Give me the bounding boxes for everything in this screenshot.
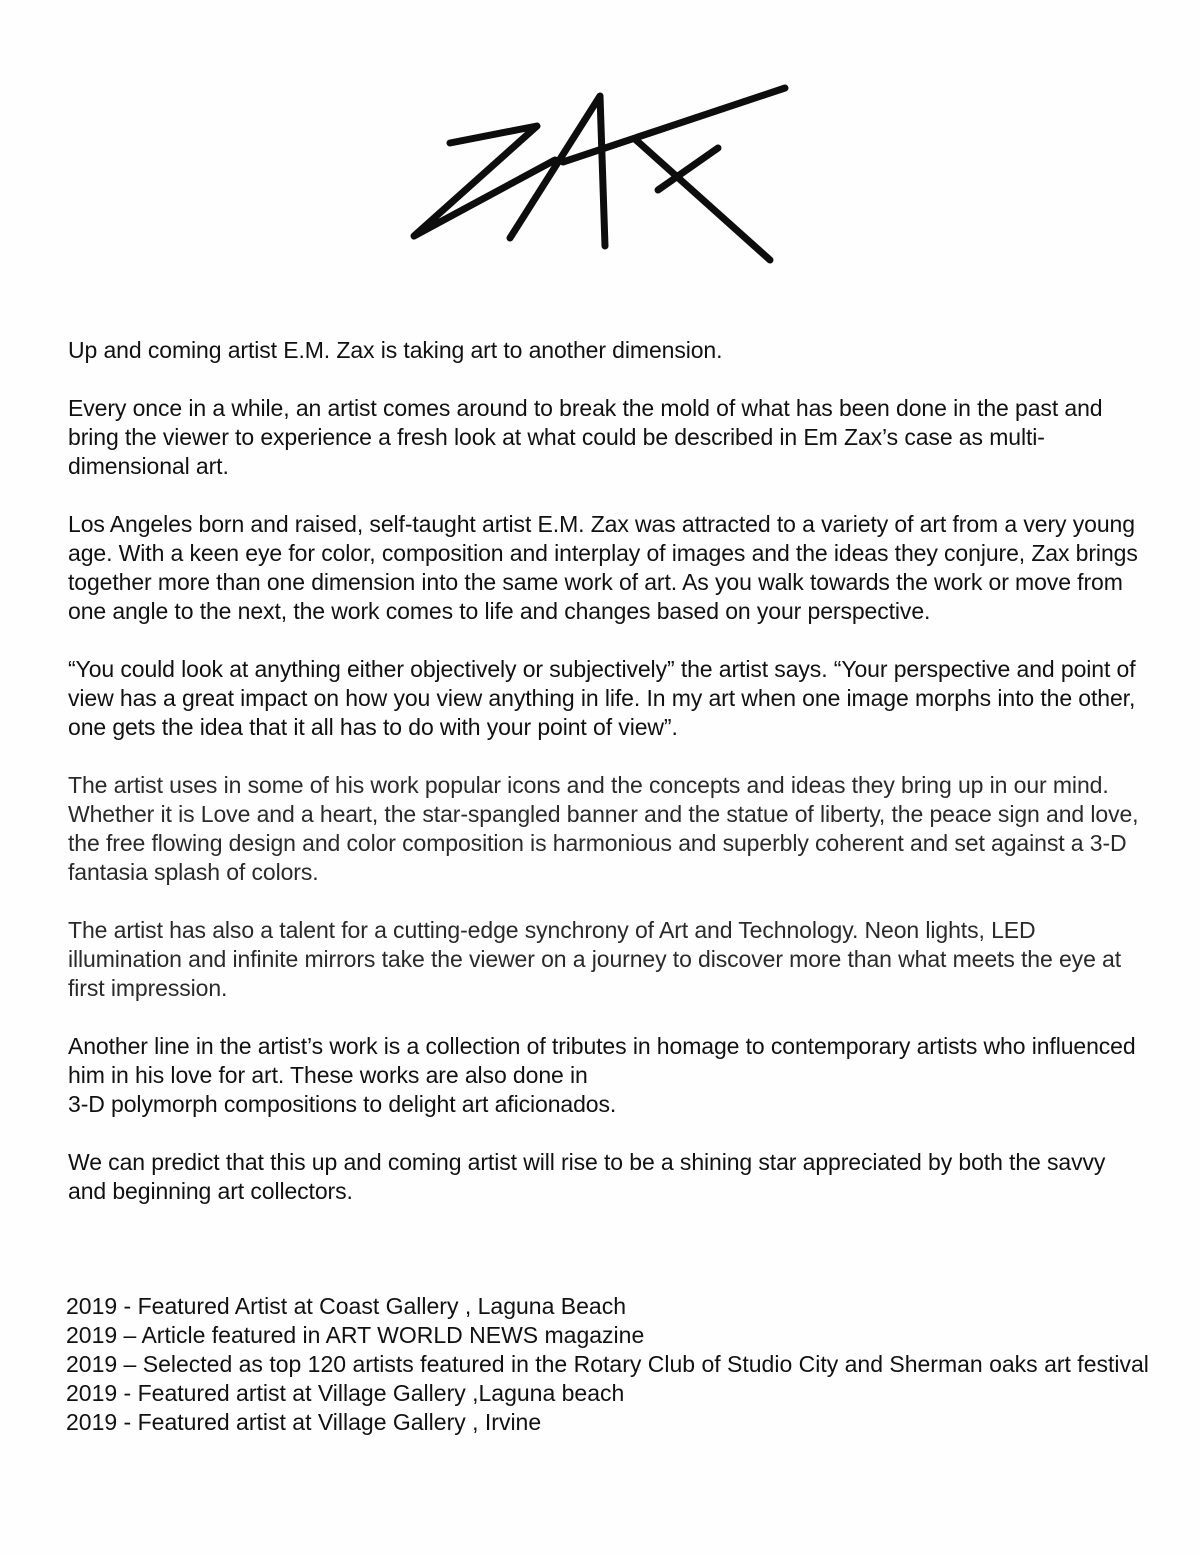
paragraph-intro: Up and coming artist E.M. Zax is taking art to another dimension. <box>68 337 723 363</box>
achievement-item: 2019 - Featured artist at Village Gallery ,Laguna beach <box>66 1380 625 1406</box>
zax-signature-logo <box>400 78 800 268</box>
achievement-item: 2019 – Article featured in ART WORLD NEWS magazine <box>66 1322 645 1348</box>
paragraph-background: Los Angeles born and raised, self-taught artist E.M. Zax was attracted to a variety of art from a very young age. With a keen eye for color, composition and interplay of images and the ideas they conjure, Zax brings together more than one dimension into the same work of art. As you walk towards the work or move from one angle to the next, the work comes to life and changes based on your perspective. <box>68 511 1138 624</box>
achievement-item: 2019 - Featured artist at Village Gallery , Irvine <box>66 1409 542 1435</box>
achievements-list <box>66 1292 1156 1437</box>
paragraph-technology: The artist has also a talent for a cutting-edge synchrony of Art and Technology. Neon lights, LED illumination and infinite mirrors take the viewer on a journey to discover more than what meets the eye at first impression. <box>68 917 1122 1001</box>
zax-logo-icon <box>400 78 800 268</box>
paragraph-prediction: We can predict that this up and coming artist will rise to be a shining star appreciated by both the savvy and beginning art collectors. <box>68 1149 1106 1204</box>
paragraph-break-the-mold: Every once in a while, an artist comes around to break the mold of what has been done in the past and bring the viewer to experience a fresh look at what could be described in Em Zax’s case as multi-dimensional art. <box>68 395 1103 479</box>
paragraph-icons: The artist uses in some of his work popular icons and the concepts and ideas they bring up in our mind. Whether it is Love and a heart, the star-spangled banner and the statue of liberty, the peace sign and love, the free flowing design and color composition is harmonious and superbly coherent and set against a 3-D fantasia splash of colors. <box>68 772 1139 885</box>
paragraph-quote: “You could look at anything either objectively or subjectively” the artist says. “Your perspective and point of view has a great impact on how you view anything in life. In my art when one image morphs into the other, one gets the idea that it all has to do with your point of view”. <box>68 656 1136 740</box>
achievement-item: 2019 – Selected as top 120 artists featured in the Rotary Club of Studio City and Sherman oaks art festival <box>66 1351 1149 1377</box>
paragraph-tributes: Another line in the artist’s work is a collection of tributes in homage to contemporary artists who influenced him in his love for art. These works are also done in 3-D polymorph compositions to delight art aficionados. <box>68 1033 1136 1117</box>
article-body <box>68 336 1148 1235</box>
achievement-item: 2019 - Featured Artist at Coast Gallery , Laguna Beach <box>66 1293 626 1319</box>
